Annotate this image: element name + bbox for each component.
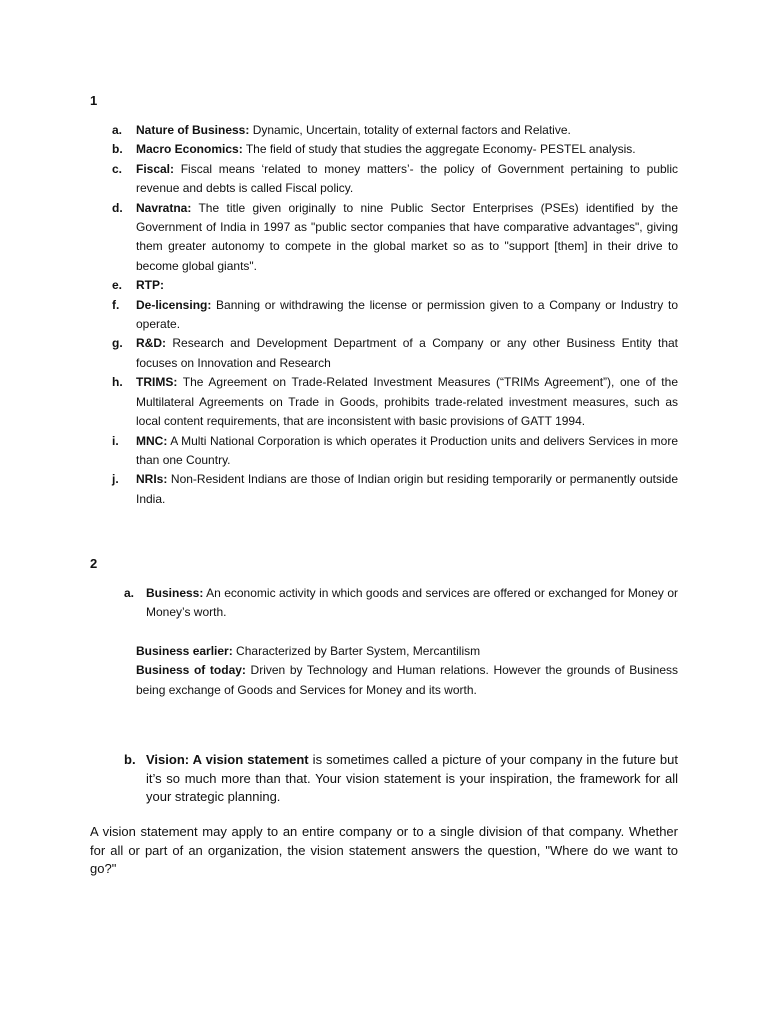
item-text: is sometimes called a picture of your company in the future but it’s so much more than that. Your vision statement is your inspiration, the framework for all your strategic planning. [146, 752, 678, 804]
item-term: R&D: [136, 336, 166, 351]
item-term: TRIMS: [136, 375, 178, 390]
section-2-item-b [124, 751, 678, 807]
business-today-text: Driven by Technology and Human relations. However the grounds of Business being exchange of Goods and Services for Money and its worth. [136, 663, 678, 697]
item-letter: h. [112, 375, 123, 390]
business-comparison [136, 642, 678, 700]
list-item [112, 470, 678, 509]
list-item [112, 121, 678, 140]
business-earlier-term: Business earlier: [136, 644, 233, 658]
item-text: The field of study that studies the aggregate Economy- PESTEL analysis. [242, 142, 636, 157]
item-term: Macro Economics: [136, 142, 243, 157]
section-2-number: 2 [90, 556, 98, 571]
item-text: An economic activity in which goods and services are offered or exchanged for Money or Money’s worth. [146, 586, 678, 620]
list-item [112, 432, 678, 471]
item-letter: a. [112, 123, 123, 137]
item-letter: e. [112, 278, 123, 293]
item-text: Fiscal means ‘related to money matters’- the policy of Government pertaining to public revenue and debts is called Fiscal policy. [136, 161, 678, 196]
item-term: NRIs: [136, 472, 168, 487]
business-earlier-paragraph [136, 642, 678, 661]
vision-closing-paragraph: A vision statement may apply to an entire company or to a single division of that company. Whether for all or part of an organization, the vision statement answers the question, "Where do we want to go?" [90, 824, 678, 876]
item-text: Research and Development Department of a Company or any other Business Entity that focuses on Innovation and Research [136, 336, 678, 370]
list-item [124, 584, 678, 623]
list-item [112, 373, 678, 431]
item-text: Non-Resident Indians are those of Indian origin but residing temporarily or permanently outside India. [136, 472, 678, 506]
section-1-definitions-list [112, 121, 678, 509]
business-today-paragraph [136, 661, 678, 700]
item-letter: b. [112, 142, 123, 157]
item-letter: g. [112, 336, 123, 351]
item-letter: d. [112, 200, 123, 215]
item-letter: b. [124, 752, 136, 767]
list-item [112, 276, 678, 295]
list-item [112, 334, 678, 373]
item-text: Dynamic, Uncertain, totality of external factors and Relative. [249, 123, 571, 137]
item-text: Banning or withdrawing the license or permission given to a Company or Industry to operate. [136, 297, 678, 332]
item-letter: a. [124, 586, 135, 600]
business-earlier-text: Characterized by Barter System, Mercantilism [232, 644, 481, 658]
item-term: Business: [146, 586, 204, 600]
list-item [112, 296, 678, 335]
item-term: Fiscal: [136, 161, 175, 176]
item-term: Nature of Business: [136, 123, 250, 137]
item-text: The Agreement on Trade-Related Investment Measures (“TRIMs Agreement”), one of the Multilateral Agreements on Trade in Goods, prohibits trade-related investment measures, such as local content requirements, that are inconsistent with basic provisions of GATT 1994. [136, 375, 678, 429]
item-text: A Multi National Corporation is which operates it Production units and delivers Services in more than one Country. [136, 433, 678, 467]
item-text: The title given originally to nine Public Sector Enterprises (PSEs) identified by the Government of India in 1997 as "public sector companies that have comparative advantages", giving them greater autonomy to compete in the global market so as to "support [them] in their drive to become global giants". [136, 200, 678, 273]
section-2-item-a [124, 584, 678, 623]
item-term: MNC: [136, 433, 168, 448]
item-letter: c. [112, 161, 123, 176]
list-item [112, 199, 678, 277]
business-today-term: Business of today: [136, 663, 246, 678]
list-item [112, 160, 678, 199]
item-term: De-licensing: [136, 297, 212, 312]
item-term: RTP: [136, 278, 164, 293]
item-letter: f. [112, 297, 120, 312]
item-term: Navratna: [136, 200, 192, 215]
section-1-number: 1 [90, 93, 98, 108]
list-item [112, 140, 678, 159]
item-letter: j. [112, 472, 119, 487]
list-item [124, 751, 678, 807]
item-letter: i. [112, 433, 119, 448]
item-term: Vision: A vision statement [146, 752, 309, 767]
